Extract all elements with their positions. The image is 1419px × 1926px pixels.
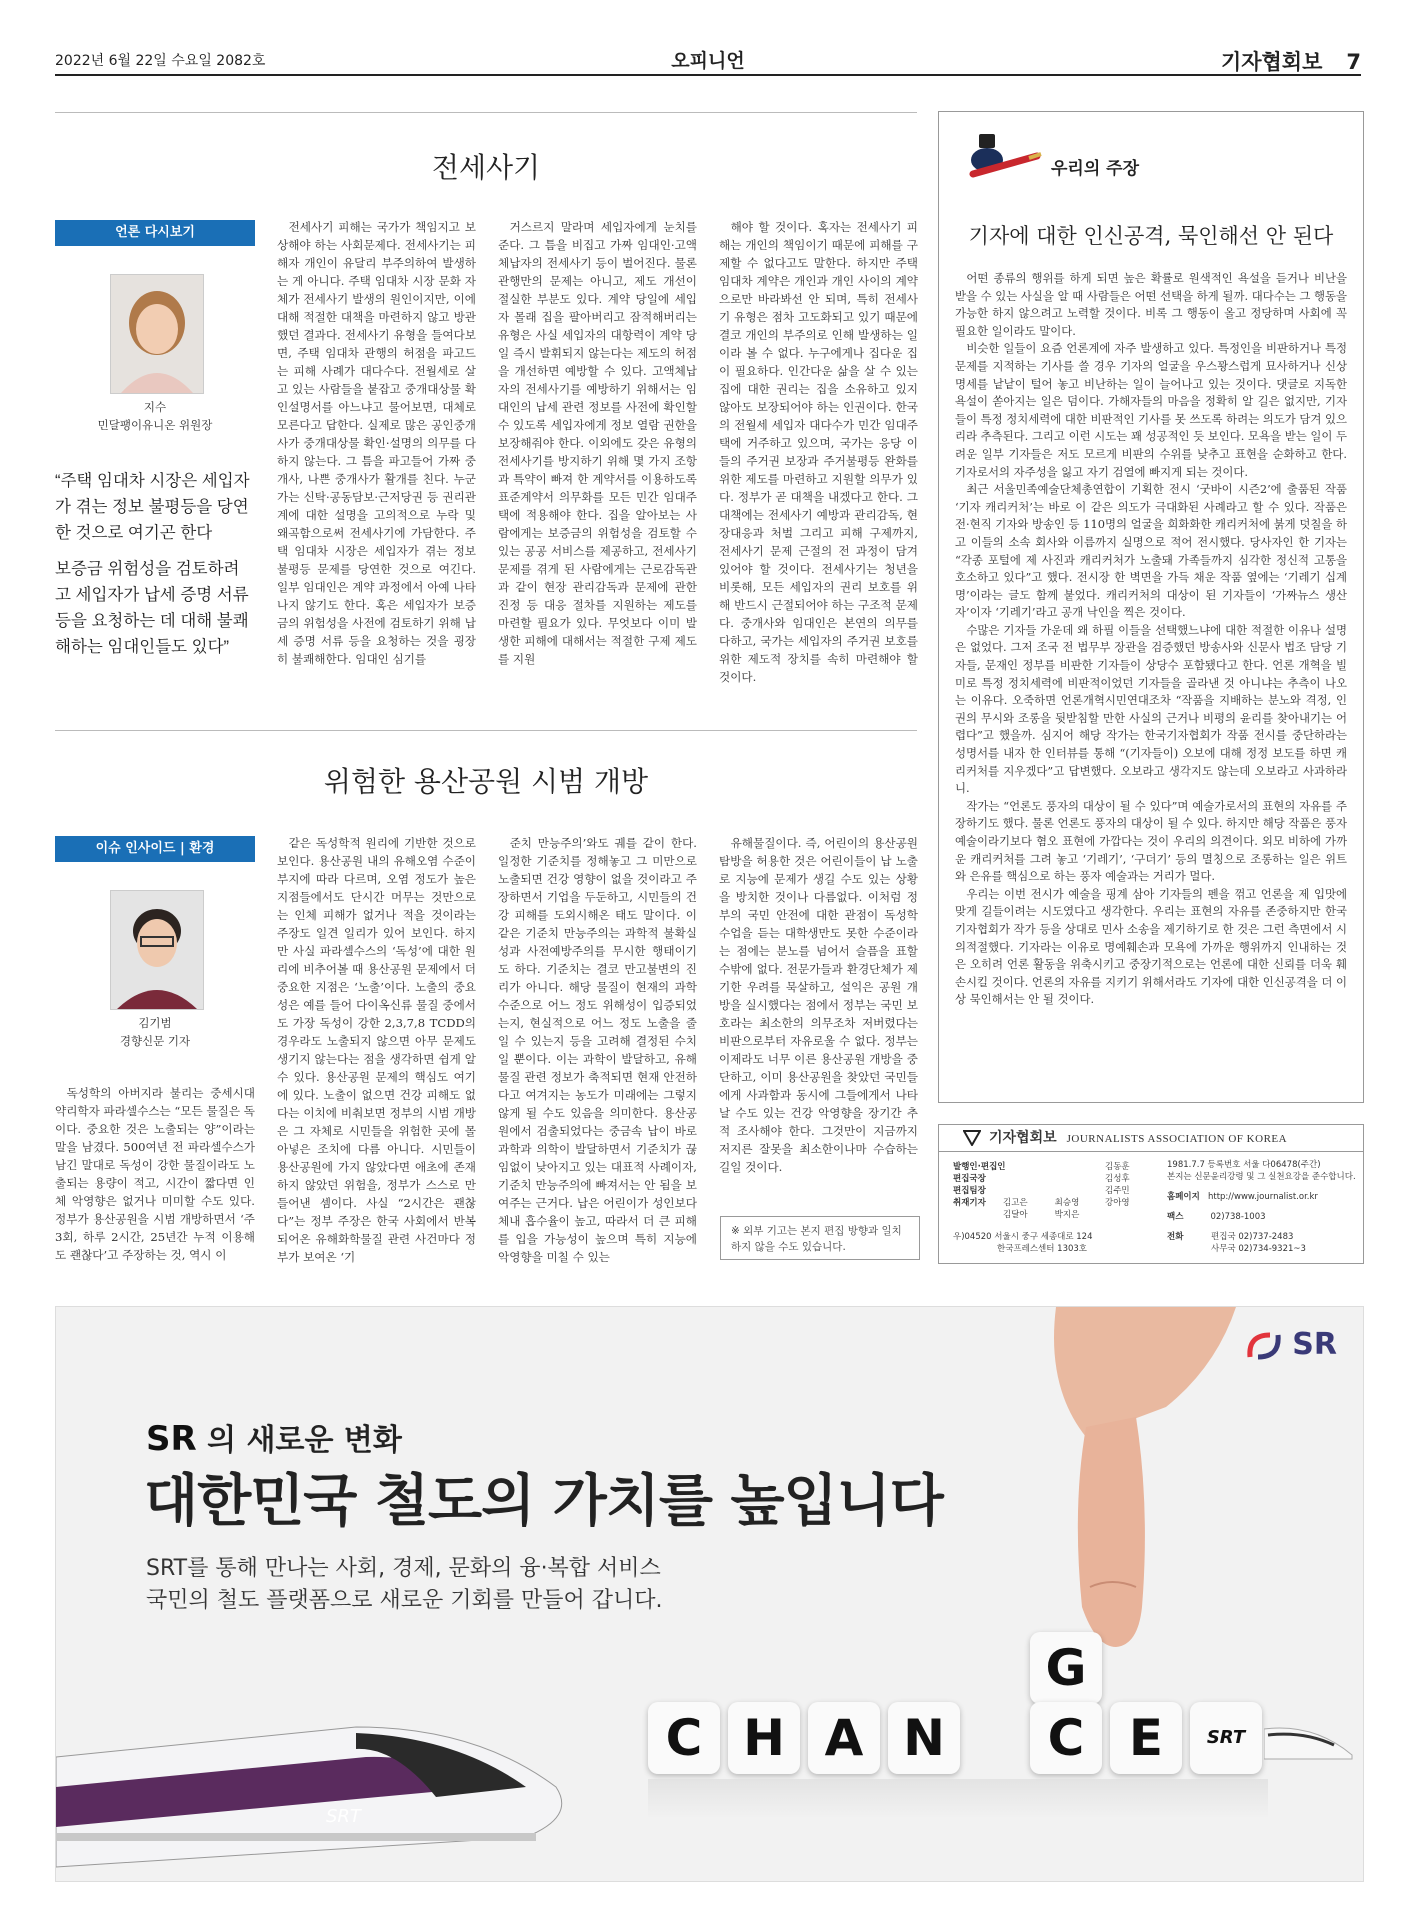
author-name: 김기범: [138, 1016, 172, 1030]
page-header: [55, 46, 1361, 76]
masthead-info: 1981.7.7 등록번호 서울 다06478(주간) 본지는 신문윤리강령 및 그 실천요강을 준수합니다. 홈페이지 http://www.journalist.or.kr 팩스 02)738-1003: [1167, 1160, 1356, 1222]
cube-letter: A: [808, 1702, 880, 1774]
cube-letter: C: [1030, 1702, 1102, 1774]
divider: [55, 730, 917, 731]
person-icon: [111, 275, 203, 393]
masthead-roles: 발행인·편집인 편집국장 편집팀장 취재기자: [953, 1162, 1006, 1208]
masthead-name: 기자협회보: [989, 1130, 1057, 1146]
ad-headline: 대한민국 철도의 가치를 높입니다: [144, 1469, 943, 1534]
sr-logo: SR: [1246, 1327, 1337, 1363]
ink-pen-icon: [965, 130, 1045, 180]
train-logo: SRT: [326, 1806, 361, 1827]
cube-letter: H: [728, 1702, 800, 1774]
article2-column-3: 준치 만능주의’와도 궤를 같이 한다. 일정한 기준치를 정해놓고 그 미만으로 노출되면 건강 영향이 없을 것이라고 주장하면서 기업을 두둔하고, 시민들의 건강 피해를 도외시해온 태도 말이다. 이 같은 기준치 만능주의는 과학적 불확실성과 사전예방주의를 무시한 행태이기도 하다. 기준치는 결코 만고불변의 진리가 아니다. 해당 물질이 현재의 과학 수준으로 어느 정도 위해성이 입증되었는지, 현실적으로 어느 정도 노출을 줄일 수 있는지 등을 고려해 결정된 수치일 뿐이다. 이는 과학이 발달하고, 유해물질 관련 정보가 축적되면 현재 안전하다고 여겨지는 농도가 미래에는 그렇지 않게 될 수도 있음을 의미한다. 용산공원에서 검출되었다는 중금속 납이 바로 과학과 의학이 발달하면서 기준치가 끊임없이 낮아지고 있는 대표적 사례이자, 기준치 만능주의에 빠져서는 안 됨을 보여주는 근거다. 납은 어린이가 성인보다 체내 흡수율이 높고, 따라서 더 큰 피해를 입을 가능성이 높으며 특히 지능에 악영향을 미칠 수 있는: [498, 836, 697, 1264]
author-photo: [110, 890, 204, 1010]
author-title: 민달팽이유니온 위원장: [97, 418, 213, 432]
divider: [55, 112, 917, 113]
finger-illustration: [1016, 1307, 1246, 1687]
article1-tag: 언론 다시보기: [55, 220, 255, 246]
article1-column-1: 전세사기 피해는 국가가 책임지고 보상해야 하는 사회문제다. 전세사기는 피해자 개인이 유달리 부주의하여 발생하는 게 아니다. 주택 임대차 시장 문화 자체가 전세사기 발생의 원인이지만, 이에 대해 적절한 대책을 마련하지 않고 방관했던 결과다. 전세사기 유형을 들여다보면, 주택 임대차 관행의 허점을 파고드는 피해 사례가 대다수다. 전월세로 살고 있는 사람들을 붙잡고 중개대상물 확인설명서를 아느냐고 물어보면, 대체로 모른다고 답한다. 실제로 많은 공인중개사가 중개대상물 확인·설명의 의무를 다하지 않는다. 그 틈을 파고들어 가짜 중개사, 나쁜 중개사가 활개를 친다. 누군가는 신탁·공동담보·근저당권 등 권리관계에 대한 설명을 고의적으로 누락 및 왜곡함으로써 전세사기에 가담한다. 주택 임대차 시장은 세입자가 겪는 정보 불평등 문제를 당연한 것으로 여긴다. 일부 임대인은 계약 과정에서 아예 나타나지 않기도 한다. 혹은 세입자가 보증금의 위험성을 사전에 검토하기 위해 납세 증명 서류 등을 요청하는 것을 굉장히 불쾌해한다. 임대인 심기를: [277, 220, 476, 666]
srt-train-illustration: [56, 1637, 596, 1881]
cube-letter-top: G: [1030, 1632, 1102, 1704]
article2-column-2: 같은 독성학적 원리에 기반한 것으로 보인다. 용산공원 내의 유해오염 수준이 부지에 따라 다르며, 오염 정도가 높은 지점들에서도 단시간 머무는 것만으로는 인체 피해가 없거나 적을 것이라는 주장도 일견 일리가 있어 보인다. 하지만 사실 파라셀수스의 ‘독성’에 대한 원리에 비추어볼 때 용산공원 문제에서 더 중요한 지점은 ‘노출’이다. 노출의 중요성은 예를 들어 다이옥신류 물질 중에서도 가장 독성이 강한 2,3,7,8 TCDD의 경우라도 노출되지 않으면 아무 문제도 생기지 않는다는 점을 생각하면 쉽게 알 수 있다. 용산공원 문제의 핵심도 여기에 있다. 노출이 없으면 건강 피해도 없다는 이치에 비춰보면 정부의 시범 개방은 그 자체로 시민들을 위험한 곳에 몰아넣은 조치에 다름 아니다. 시민들이 용산공원에 가지 않았다면 애초에 존재하지 않았던 위험을, 정부가 스스로 만들어낸 셈이다. 사실 “2시간은 괜찮다”는 정부 주장은 한국 사회에서 반복되어온 유해화학물질 관련 사건마다 정부가 보여온 ‘기: [277, 836, 476, 1264]
masthead-phone: 전화: [1167, 1232, 1184, 1242]
masthead-title: [939, 1125, 1363, 1152]
cube-letter: C: [648, 1702, 720, 1774]
person-icon: [111, 891, 203, 1009]
masthead: [938, 1124, 1364, 1264]
author-title: 경향신문 기자: [119, 1034, 191, 1048]
article2-author: [55, 1014, 255, 1050]
author-photo: [110, 274, 204, 394]
article1-column-3: 해야 할 것이다. 혹자는 전세사기 피해는 개인의 책임이기 때문에 피해를 구제할 수 없다고도 말한다. 하지만 주택 임대차 계약은 개인과 개인 사이의 계약으로만 바라봐선 안 되며, 특히 전세사기 유형은 점차 고도화되고 있기 때문에 결코 개인의 부주의로 인해 발생하는 일이라 볼 수 없다. 누구에게나 집다운 집이 필요하다. 인간다운 삶을 살 수 있는 집에 대한 권리는 집을 소유하고 있지 않아도 보장되어야 하는 인권이다. 한국의 전월세 세입자 대다수가 민간 임대주택에 거주하고 있으며, 국가는 응당 이들의 주거권 보장과 주거불평등 완화를 위한 제도를 마련하고 지원할 의무가 있다. 정부가 곧 대책을 내겠다고 한다. 그 대책에는 전세사기 예방과 관리감독, 현장대응과 처벌 그리고 피해 구제까지, 전세사기 문제 근절의 전 과정이 담겨 있어야 할 것이다. 전세사기는 청년을 비롯해, 모든 세입자의 권리 보호를 위해 반드시 근절되어야 하는 구조적 문제다. 중개사와 임대인은 본연의 의무를 다하고, 국가는 세입자의 주거권 보호를 위한 제도적 장치를 속히 마련해야 할 것이다.: [719, 220, 918, 684]
sr-advertisement: [55, 1306, 1364, 1882]
pull-quote-line: 보증금 위험성을 검토하려고 세입자가 납세 증명 서류 등을 요청하는 데 대해 불쾌해하는 임대인들도 있다”: [55, 560, 249, 656]
train-nose-icon: [1264, 1719, 1354, 1763]
editorial-box: [938, 111, 1364, 1103]
article2-headline: 위험한 용산공원 시범 개방: [323, 765, 649, 798]
pull-quote: [55, 468, 255, 670]
cube-reflection: [648, 1779, 1268, 1819]
masthead-phone-numbers: 편집국 02)737-2483 사무국 02)734-9321~3: [1211, 1232, 1306, 1254]
cube-srt: SRT: [1190, 1702, 1262, 1774]
issue-date: 2022년 6월 22일 수요일 2082호: [55, 53, 266, 69]
masthead-english: JOURNALISTS ASSOCIATION OF KOREA: [1066, 1133, 1288, 1145]
editorial-body: 어떤 종류의 행위를 하게 되면 높은 확률로 원색적인 욕설을 듣거나 비난을 받을 수 있는 사실을 알 때 사람들은 어떤 선택을 하게 될까. 대다수는 그 행동을 가능한 하지 않으려고 노력할 것이다. 비록 그 행동이 올고 정당하며 사회에 꼭 필요한 일이라도 말이다. 비슷한 일들이 요즘 언론계에 자주 발생하고 있다. 특정인을 비판하거나 특정 문제를 지적하는 기사를 쓸 경우 기자의 얼굴을 우스꽝스럽게 묘사하거나 신상명세를 낱낱이 털어 놓고 비난하는 일이 늘어나고 있는 것이다. 댓글로 지독한 욕설이 쏟아지는 일은 덤이다. 가해자들의 마음을 정확히 알 길은 없지만, 기자들이 특정 정치세력에 대한 비판적인 기사를 못 쓰도록 하려는 의도가 담겨 있으리라 추측된다. 그리고 이런 시도는 꽤 성공적인 듯 보인다. 모욕을 받는 일이 두려운 일부 기자들은 저도 모르게 비판의 수위를 낮추고 표현을 순화하고 한다. 기자로서의 자주성을 잃고 자기 검열에 빠지게 되는 것이다. 최근 서울민족예술단체총연합이 기획한 전시 ‘굿바이 시즌2’에 출품된 작품 ‘기자 캐리커처’는 바로 이 같은 의도가 극대화된 사례라고 할 수 있다. 작품은 전·현직 기자와 방송인 등 110명의 얼굴을 희화화한 캐리커처에 붉게 덧칠을 하고 이들의 소속 회사와 이름까지 실명으로 적어 전시했다. 당사자인 한 기자는 “각종 포털에 제 사진과 캐리커처가 노출돼 가족들까지 심각한 정신적 고통을 호소하고 있다”고 했다. 전시장 한 벽면을 가득 채운 작품 옆에는 ‘기레기 십계명’이라는 글도 함께 붙었다. 캐리커처의 대상이 된 기자들이 ‘가짜뉴스 생산자’이자 ‘기레기’라고 공개 낙인을 찍은 것이다. 수많은 기자들 가운데 왜 하필 이들을 선택했느냐에 대한 적절한 이유나 설명은 없었다. 그저 조국 전 법무부 장관을 검증했던 방송사와 신문사 법조 담당 기자들, 문재인 정부를 비판한 기자들이 상당수 포함됐다고 한다. 언론 개혁을 빌미로 특정 정치세력에 비판적이었던 기자들을 골라낸 것 아니냐는 추측이 나오는 이유다. 오죽하면 언론개혁시민연대조차 “작품을 지배하는 분노와 격정, 인권의 무시와 조롱을 뒷받침할 만한 사실의 근거나 비평의 윤리를 찾아내기는 어렵다”고 했을까. 심지어 해당 작가는 한국기자협회가 작품 전시를 중단하라는 성명서를 내자 한 인터뷰를 통해 “(기자들이) 오보에 대해 정정 보도를 하면 캐리커처를 지우겠다”고 답변했다. 오보라고 생각지도 않는데 오보라고 사과하라니. 작가는 “언론도 풍자의 대상이 될 수 있다”며 예술가로서의 표현의 자유를 주장하기도 했다. 물론 언론도 풍자의 대상이 될 수 있다. 하지만 해당 작품은 풍자 예술이라기보다 혐오 표현에 가깝다는 것이 우리의 의견이다. 외모 비하에 가까운 캐리커처를 그려 놓고 ‘기레기’, ‘구더기’ 등의 멸칭으로 조롱하는 일은 위트와 은유를 핵심으로 하는 풍자 예술과는 거리가 멀다. 우리는 이번 전시가 예술을 핑계 삼아 기자들의 펜을 꺾고 언론을 제 입맛에 맞게 길들이려는 시도였다고 생각한다. 우리는 표현의 자유를 존중하지만 한국기자협회가 작가 등을 상대로 민사 소송을 제기하기로 한 것은 그런 측면에서 시의적절했다. 기자라는 이유로 명예훼손과 모욕에 가까운 행위까지 인내하는 것은 오히려 언론 활동을 위축시키고 중장기적으로는 언론에 대한 신뢰를 더욱 훼손시킬 것이다. 언론의 자유를 지키기 위해서라도 기자에 대한 인신공격을 더 이상 묵인해서는 안 될 것이다.: [955, 271, 1347, 1007]
paper-name-text: 기자협회보: [1220, 50, 1323, 74]
author-name: 지수: [143, 400, 167, 414]
article2-column-1: 독성학의 아버지라 불리는 중세시대 약리학자 파라셀수스는 “모든 물질은 독이다. 중요한 것은 노출되는 양”이라는 말을 남겼다. 500여년 전 파라셀수스가 남긴 말대로 독성이 강한 물질이라도 노출되는 용량이 적고, 시간이 짧다면 인체 악영향은 없거나 미미할 수도 있다. 정부가 용산공원을 시범 개방하면서 ‘주 3회, 하루 2시간, 25년간 누적 이용해도 괜찮다’고 주장하는 것, 역시 이: [55, 1086, 255, 1262]
article1-author: [55, 398, 255, 434]
cube-letter: E: [1110, 1702, 1182, 1774]
section-title: 오피니언: [671, 50, 745, 72]
editorial-label: 우리의 주장: [1051, 159, 1140, 179]
masthead-address: 우)04520 서울시 중구 세종대로 124 한국프레스센터 1303호: [953, 1232, 1093, 1254]
article2-tag: 이슈 인사이드 | 환경: [55, 836, 255, 862]
masthead-reporters: 김고은 최승영 김달아 박지은: [1003, 1198, 1080, 1220]
paper-name: [1221, 46, 1361, 76]
ad-subhead: SR 의 새로운 변화: [146, 1419, 402, 1459]
cube-letter: N: [888, 1702, 960, 1774]
ad-description: SRT를 통해 만나는 사회, 경제, 문화의 융·복합 서비스 국민의 철도 플랫폼으로 새로운 기회를 만들어 갑니다.: [146, 1556, 663, 1613]
logo-icon: [963, 1130, 981, 1146]
page-number: 7: [1346, 50, 1361, 74]
sr-logo-icon: [1246, 1329, 1282, 1363]
masthead-names: 김동훈 김성후 김주민 강아영: [1105, 1162, 1130, 1208]
article1-headline: 전세사기: [431, 151, 541, 184]
editorial-headline: 기자에 대한 인신공격, 묵인해선 안 된다: [968, 224, 1334, 248]
contribution-note: ※ 외부 기고는 본지 편집 방향과 일치하지 않을 수도 있습니다.: [720, 1216, 920, 1260]
article2-column-4: 유해물질이다. 즉, 어린이의 용산공원 탐방을 허용한 것은 어린이들이 납 노출로 지능에 문제가 생길 수도 있는 상황을 방치한 것이나 다름없다. 이처럼 정부의 국민 안전에 대한 관점이 독성학 수업을 듣는 대학생만도 못한 수준이라는 점에는 분노를 넘어서 슬픔을 표할 수밖에 없다. 전문가들과 환경단체가 제기한 우려를 묵살하고, 설익은 공원 개방을 실시했다는 점에서 정부는 국민 보호라는 최소한의 의무조차 저버렸다는 비판으로부터 자유로울 수 없다. 정부는 이제라도 너무 이른 용산공원 개방을 중단하고, 이미 용산공원을 찾았던 국민들에게 사과함과 동시에 그들에게서 나타날 수도 있는 건강 악영향을 장기간 추적 조사해야 한다. 그것만이 지금까지 저지른 잘못을 최소한이나마 수습하는 길일 것이다.: [719, 836, 918, 1174]
pull-quote-line: “주택 임대차 시장은 세입자가 겪는 정보 불평등을 당연한 것으로 여기곤 한다: [55, 472, 250, 542]
article1-column-2: 거스르지 말라며 세입자에게 눈치를 준다. 그 틈을 비집고 가짜 임대인·고액체납자의 전세사기 등이 벌어진다. 물론 관행만의 문제는 아니고, 제도 개선이 절실한 부분도 있다. 계약 당일에 세입자 몰래 집을 팔아버리고 잠적해버리는 유형은 사실 세입자의 대항력이 계약 당일 즉시 발휘되지 않는다는 제도의 허점을 개선하면 예방할 수 있다. 고액체납자의 전세사기를 예방하기 위해서는 임대인의 납세 관련 정보를 사전에 확인할 수 있도록 세입자에게 정보 열람 권한을 보장해줘야 한다. 이외에도 갖은 유형의 전세사기를 방지하기 위해 몇 가지 조항과 특약이 빠져 한 계약서를 이용하도록 표준계약서 의무화를 모든 민간 임대주택에 적용해야 한다. 집을 알아보는 사람에게는 보증금의 위험성을 검토할 수 있는 공공 서비스를 제공하고, 전세사기 문제를 겪게 된 사람에게는 근로감독관과 같이 현장 관리감독과 문제에 관한 진정 등 대응 절차를 지원하는 제도를 마련할 필요가 있다. 무엇보다 이미 발생한 피해에 대해서는 적절한 구제 제도를 지원: [498, 220, 697, 666]
